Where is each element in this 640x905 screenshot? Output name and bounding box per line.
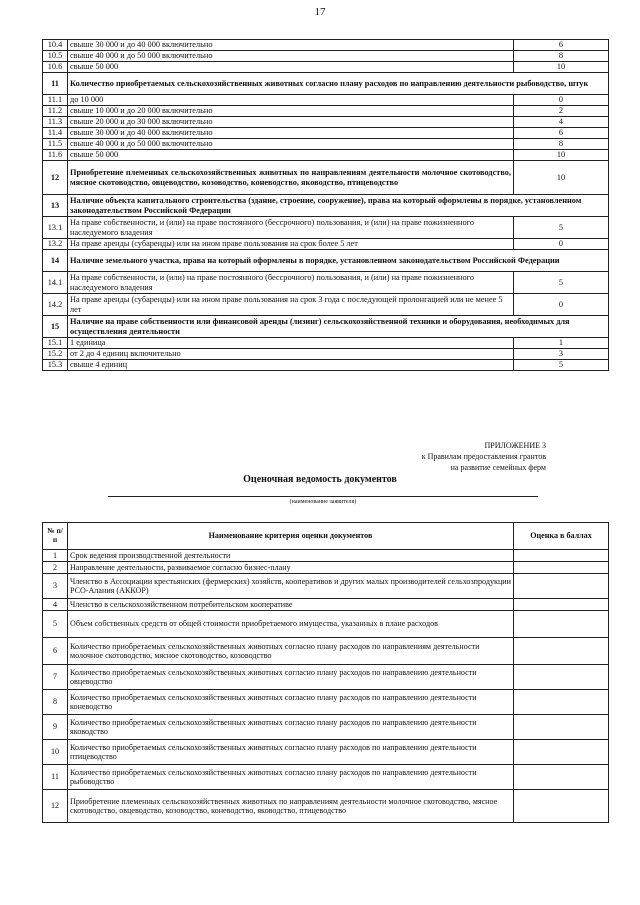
row-criterion: На праве собственности, и (или) на праве постоянного (бессрочного) пользования, и (или) на праве пожизненного наследуемого владения (68, 272, 514, 294)
appendix-line-2: на развитие семейных ферм (450, 463, 546, 472)
row-score: 0 (514, 294, 609, 316)
row-score: 6 (514, 40, 609, 51)
table-row (43, 740, 609, 765)
row-criterion: свыше 40 000 и до 50 000 включительно (68, 51, 514, 62)
score-cell (514, 690, 609, 715)
applicant-name-line (108, 496, 538, 497)
row-number: 11 (43, 73, 68, 95)
row-criterion: Членство в Ассоциации крестьянских (фермерских) хозяйств, кооперативов и других малых производителей сельхозпродукции РСО-Алания (АККОР) (68, 574, 514, 599)
table-row (43, 638, 609, 665)
row-number: 9 (43, 715, 68, 740)
row-score: 0 (514, 239, 609, 250)
table-row (43, 599, 609, 611)
row-score: 8 (514, 51, 609, 62)
row-score: 2 (514, 106, 609, 117)
header-score: Оценка в баллах (514, 523, 609, 550)
table-row (43, 611, 609, 638)
row-score: 10 (514, 161, 609, 195)
row-criterion: до 10 000 (68, 95, 514, 106)
appendix-line-1: к Правилам предоставления грантов (421, 452, 546, 461)
row-score: 10 (514, 62, 609, 73)
row-number: 11 (43, 765, 68, 790)
score-cell (514, 611, 609, 638)
row-score: 10 (514, 150, 609, 161)
table-row (43, 62, 609, 73)
table-row (43, 195, 609, 217)
table-row (43, 360, 609, 371)
row-score: 6 (514, 128, 609, 139)
table-row (43, 161, 609, 195)
table-row (43, 294, 609, 316)
row-criterion: Количество приобретаемых сельскохозяйственных животных согласно плану расходов по направлению деятельности коневодство (68, 690, 514, 715)
row-score: 3 (514, 349, 609, 360)
score-cell (514, 715, 609, 740)
row-number: 14.1 (43, 272, 68, 294)
row-number: 6 (43, 638, 68, 665)
row-number: 13.2 (43, 239, 68, 250)
row-number: 4 (43, 599, 68, 611)
row-number: 3 (43, 574, 68, 599)
row-number: 11.3 (43, 117, 68, 128)
row-criterion: Количество приобретаемых сельскохозяйственных животных согласно плану расходов по направлению деятельности яководство (68, 715, 514, 740)
assessment-sheet-table (42, 522, 609, 823)
appendix-title: ПРИЛОЖЕНИЕ 3 (484, 441, 546, 450)
row-score: 5 (514, 217, 609, 239)
row-number: 14 (43, 250, 68, 272)
row-criterion: Количество приобретаемых сельскохозяйственных животных согласно плану расходов по направлению деятельности птицеводство (68, 740, 514, 765)
row-number: 12 (43, 161, 68, 195)
row-number: 10 (43, 740, 68, 765)
table-row (43, 349, 609, 360)
row-number: 11.6 (43, 150, 68, 161)
row-number: 14.2 (43, 294, 68, 316)
table-row (43, 715, 609, 740)
row-number: 15 (43, 316, 68, 338)
table-row (43, 95, 609, 106)
row-criterion: 1 единица (68, 338, 514, 349)
score-cell (514, 574, 609, 599)
row-score: 1 (514, 338, 609, 349)
header-criterion: Наименование критерия оценки документов (68, 523, 514, 550)
table-row (43, 250, 609, 272)
row-criterion: свыше 4 единиц (68, 360, 514, 371)
row-number: 10.4 (43, 40, 68, 51)
header-number: № п/п (43, 523, 68, 550)
table-row (43, 665, 609, 690)
row-criterion: Объем собственных средств от общей стоимости приобретаемого имущества, указанных в плане расходов (68, 611, 514, 638)
row-number: 7 (43, 665, 68, 690)
table-row (43, 272, 609, 294)
table-row (43, 574, 609, 599)
applicant-name-hint: (наименование заявителя) (289, 499, 357, 505)
table-row (43, 217, 609, 239)
row-criterion: свыше 30 000 и до 40 000 включительно (68, 40, 514, 51)
table-row (43, 106, 609, 117)
row-number: 10.5 (43, 51, 68, 62)
row-criterion: свыше 30 000 и до 40 000 включительно (68, 128, 514, 139)
row-number: 15.2 (43, 349, 68, 360)
row-criterion: Приобретение племенных сельскохозяйственных животных по направлениям деятельности молочное скотоводство, мясное скотоводство, овцеводство, козоводство, коневодство, яководство, птицеводство (68, 790, 514, 823)
criteria-scores-table (42, 39, 609, 371)
row-criterion: Приобретение племенных сельскохозяйственных животных по направлениям деятельности молочное скотоводство, мясное скотоводство, овцеводство, козоводство, коневодство, яководство, птицеводство (68, 161, 514, 195)
score-cell (514, 665, 609, 690)
score-cell (514, 765, 609, 790)
table-row (43, 150, 609, 161)
table-row (43, 139, 609, 150)
row-criterion: свыше 10 000 и до 20 000 включительно (68, 106, 514, 117)
row-number: 12 (43, 790, 68, 823)
table-row (43, 40, 609, 51)
table-row (43, 790, 609, 823)
row-criterion: от 2 до 4 единиц включительно (68, 349, 514, 360)
table-row (43, 239, 609, 250)
row-number: 11.1 (43, 95, 68, 106)
table-row (43, 51, 609, 62)
row-criterion: свыше 50 000 (68, 62, 514, 73)
row-number: 11.2 (43, 106, 68, 117)
row-score: 8 (514, 139, 609, 150)
row-criterion: Направление деятельности, развиваемое согласно бизнес-плану (68, 562, 514, 574)
row-criterion: На праве собственности, и (или) на праве постоянного (бессрочного) пользования, и (или) на праве пожизненного наследуемого владения (68, 217, 514, 239)
row-criterion: Наличие на праве собственности или финансовой аренды (лизинг) сельскохозяйственной техники и оборудования, необходимых для осуществления деятельности (68, 316, 609, 338)
score-cell (514, 638, 609, 665)
row-number: 1 (43, 550, 68, 562)
row-criterion: Наличие объекта капитального строительства (здание, строение, сооружение), права на который оформлены в порядке, установленном законодательством Российской Федерации (68, 195, 609, 217)
row-number: 15.3 (43, 360, 68, 371)
row-criterion: Членство в сельскохозяйственном потребительском кооперативе (68, 599, 514, 611)
row-criterion: свыше 40 000 и до 50 000 включительно (68, 139, 514, 150)
score-cell (514, 562, 609, 574)
table-row (43, 128, 609, 139)
row-score: 5 (514, 272, 609, 294)
row-number: 5 (43, 611, 68, 638)
row-score: 5 (514, 360, 609, 371)
row-number: 13.1 (43, 217, 68, 239)
table-header-row (43, 523, 609, 550)
row-criterion: Количество приобретаемых сельскохозяйственных животных согласно плану расходов по направлению деятельности рыбоводство (68, 765, 514, 790)
table-row (43, 316, 609, 338)
row-number: 15.1 (43, 338, 68, 349)
row-criterion: свыше 50 000 (68, 150, 514, 161)
row-number: 11.4 (43, 128, 68, 139)
score-cell (514, 790, 609, 823)
row-criterion: Количество приобретаемых сельскохозяйственных животных согласно плану расходов по направлениям деятельности молочное скотоводство, мясное скотоводство, козоводство (68, 638, 514, 665)
table-row (43, 117, 609, 128)
row-criterion: Срок ведения производственной деятельности (68, 550, 514, 562)
row-score: 0 (514, 95, 609, 106)
row-criterion: Количество приобретаемых сельскохозяйственных животных согласно плану расходов по направлению деятельности рыбоводство, штук (68, 73, 609, 95)
score-cell (514, 599, 609, 611)
table-row (43, 690, 609, 715)
row-number: 10.6 (43, 62, 68, 73)
row-number: 2 (43, 562, 68, 574)
table-row (43, 338, 609, 349)
score-cell (514, 740, 609, 765)
row-criterion: Количество приобретаемых сельскохозяйственных животных согласно плану расходов по направлению деятельности овцеводство (68, 665, 514, 690)
score-cell (514, 550, 609, 562)
row-criterion: На праве аренды (субаренды) или на ином праве пользования на срок более 5 лет (68, 239, 514, 250)
document-title: Оценочная ведомость документов (243, 474, 397, 485)
page-number: 17 (314, 6, 326, 18)
row-number: 8 (43, 690, 68, 715)
table-row (43, 562, 609, 574)
row-criterion: свыше 20 000 и до 30 000 включительно (68, 117, 514, 128)
row-number: 11.5 (43, 139, 68, 150)
row-criterion: На праве аренды (субаренды) или на ином праве пользования на срок 3 года с последующей пролонгацией или не менее 5 лет (68, 294, 514, 316)
row-criterion: Наличие земельного участка, права на который оформлены в порядке, установленном законодательством Российской Федерации (68, 250, 609, 272)
table-row (43, 550, 609, 562)
row-score: 4 (514, 117, 609, 128)
row-number: 13 (43, 195, 68, 217)
table-row (43, 73, 609, 95)
table-row (43, 765, 609, 790)
